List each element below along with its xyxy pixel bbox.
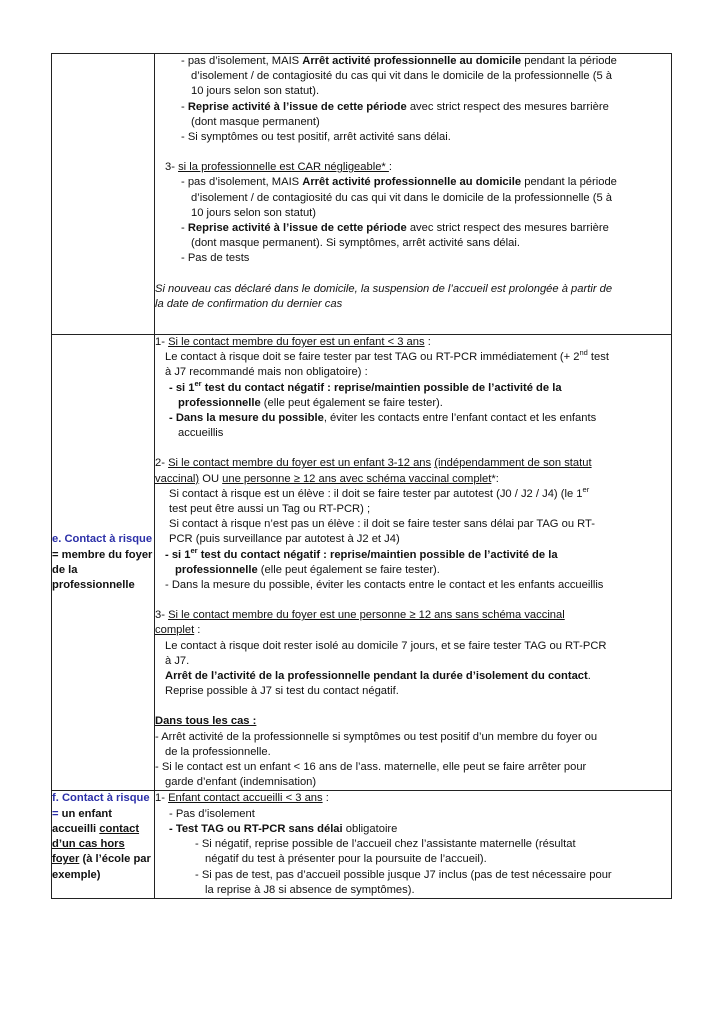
- text-run: une personne ≥ 12 ans avec schéma vaccinal complet: [222, 472, 492, 485]
- text-line: [155, 517, 671, 532]
- text-line: [155, 532, 671, 547]
- text-run: avec strict respect des mesures barrière: [406, 100, 609, 113]
- text-line: [155, 822, 671, 837]
- text-run: test peut être aussi un Tag ou RT-PCR) ;: [169, 503, 371, 516]
- text-run: *:: [491, 472, 499, 485]
- text-line: [155, 84, 671, 99]
- text-run: er: [582, 484, 590, 494]
- text-line: [155, 669, 671, 684]
- text-run: la date de confirmation du dernier cas: [155, 297, 343, 310]
- text-run: OU: [199, 472, 223, 485]
- row2-content: [155, 335, 671, 790]
- text-run: (à l’école par exemple): [52, 853, 151, 881]
- text-run: e. Contact à risque: [52, 533, 153, 546]
- text-run: - Si négatif, reprise possible de l’accueil chez l’assistante maternelle (résultat: [195, 838, 576, 851]
- text-line: [155, 578, 671, 593]
- text-line: [155, 502, 671, 517]
- text-run: 3-: [165, 161, 179, 174]
- text-run: (dont masque permanent). Si symptômes, arrêt activité sans délai.: [191, 237, 520, 250]
- text-run: professionnelle: [175, 563, 258, 576]
- text-run: accueillis: [178, 427, 224, 440]
- text-line: [155, 251, 671, 266]
- text-run: 10 jours selon son statut).: [191, 85, 320, 98]
- text-line: [155, 100, 671, 115]
- text-run: - Test TAG ou RT-PCR sans délai: [169, 822, 343, 835]
- text-run: Si le contact membre du foyer est un enfant 3-12 ans: [168, 457, 432, 470]
- text-line: [155, 472, 671, 487]
- text-run: :: [388, 161, 392, 174]
- text-line: [155, 807, 671, 822]
- text-run: - Arrêt activité de la professionnelle si symptômes ou test positif d’un membre du foyer ou: [155, 730, 598, 743]
- text-run: - si 1: [169, 381, 195, 394]
- text-line: [155, 745, 671, 760]
- text-line: [155, 175, 671, 190]
- text-run: er: [194, 378, 202, 388]
- text-run: - Dans la mesure du possible: [169, 412, 324, 425]
- text-run: :: [424, 336, 431, 348]
- row-label-cell: [52, 791, 155, 898]
- blank-line: [155, 145, 671, 160]
- text-line: [155, 160, 671, 175]
- text-line: [155, 426, 671, 441]
- text-run: Si nouveau cas déclaré dans le domicile, la suspension de l’accueil est prolongée à partir de: [155, 282, 613, 295]
- text-run: Arrêt activité professionnelle au domicile: [302, 176, 522, 189]
- table-row: [52, 335, 672, 791]
- text-run: de la professionnelle.: [165, 745, 271, 758]
- text-run: Enfant contact accueilli < 3 ans: [168, 792, 323, 805]
- text-line: [155, 206, 671, 221]
- text-run: obligatoire: [342, 822, 398, 835]
- text-run: , éviter les contacts entre l’enfant contact et les enfants: [323, 412, 597, 425]
- blank-line: [155, 267, 671, 282]
- text-run: 1-: [155, 792, 169, 805]
- text-line: [155, 623, 671, 638]
- text-run: Si contact à risque est un élève : il doit se faire tester par autotest (J0 / J2 / J4) (le 1: [169, 487, 583, 500]
- text-run: (elle peut également se faire tester).: [260, 396, 443, 409]
- text-line: [155, 54, 671, 69]
- text-line: [155, 411, 671, 426]
- text-run: - si 1: [165, 548, 191, 561]
- text-run: à J7 recommandé mais non obligatoire) :: [165, 366, 368, 379]
- text-run: négatif du test à présenter pour la poursuite de l’accueil).: [205, 853, 487, 866]
- text-run: Dans tous les cas :: [155, 715, 257, 728]
- text-run: si la professionnelle est CAR négligeable*: [178, 161, 389, 174]
- text-run: -: [181, 222, 188, 235]
- text-run: Si le contact membre du foyer est un enfant < 3 ans: [168, 336, 425, 348]
- text-run: nd: [579, 348, 588, 358]
- blank-line: [155, 593, 671, 608]
- text-run: -: [181, 100, 188, 113]
- blank-line: [155, 699, 671, 714]
- text-line: [155, 130, 671, 145]
- text-line: [155, 378, 671, 396]
- text-line: [155, 837, 671, 852]
- text-line: [155, 714, 671, 729]
- text-line: [155, 335, 671, 350]
- text-run: = membre du foyer de la professionnelle: [52, 548, 153, 591]
- text-run: (indépendamment de son statut: [434, 457, 592, 470]
- text-line: [155, 191, 671, 206]
- blank-line: [155, 441, 671, 456]
- text-run: Si le contact membre du foyer est une personne ≥ 12 ans sans schéma vaccinal: [168, 609, 565, 622]
- text-line: [155, 608, 671, 623]
- text-run: PCR (puis surveillance par autotest à J2 et J4): [169, 533, 400, 546]
- text-run: professionnelle: [178, 396, 261, 409]
- protocol-table: [51, 53, 672, 899]
- text-line: [155, 883, 671, 898]
- row-label-cell: [52, 54, 155, 335]
- text-run: (elle peut également se faire tester).: [257, 563, 440, 576]
- row-content-cell: [155, 335, 672, 791]
- text-run: - pas d’isolement, MAIS: [181, 55, 303, 67]
- text-run: garde d’enfant (indemnisation): [165, 776, 317, 789]
- text-run: - pas d’isolement, MAIS: [181, 176, 303, 189]
- text-run: test du contact négatif : reprise/maintien possible de l’activité de la: [201, 381, 562, 394]
- text-run: Le contact à risque doit se faire tester par test TAG ou RT-PCR immédiatement (+ 2: [165, 351, 580, 364]
- text-line: [155, 639, 671, 654]
- row1-content: [155, 54, 671, 312]
- row-content-cell: [155, 54, 672, 335]
- text-run: - Si pas de test, pas d’accueil possible jusque J7 inclus (pas de test nécessaire pour: [195, 868, 612, 881]
- text-run: vaccinal): [155, 472, 200, 485]
- text-run: - Si symptômes ou test positif, arrêt activité sans délai.: [181, 131, 451, 144]
- text-line: [155, 684, 671, 699]
- table-row: [52, 791, 672, 898]
- text-run: 1-: [155, 336, 169, 348]
- text-run: Reprise possible à J7 si test du contact négatif.: [165, 685, 399, 698]
- text-run: avec strict respect des mesures barrière: [406, 222, 609, 235]
- text-run: complet: [155, 624, 195, 637]
- text-line: [155, 791, 671, 806]
- table-row: [52, 54, 672, 335]
- text-run: pendant la période: [521, 176, 617, 189]
- text-run: - Si le contact est un enfant < 16 ans de l’ass. maternelle, elle peut se faire arrêter pour: [155, 761, 587, 774]
- text-line: [155, 545, 671, 563]
- text-line: [155, 115, 671, 130]
- text-run: - Pas de tests: [181, 252, 250, 265]
- text-line: [155, 69, 671, 84]
- text-line: [155, 654, 671, 669]
- text-run: 2-: [155, 457, 169, 470]
- text-run: f. Contact à risque =: [52, 792, 150, 820]
- text-run: à J7.: [165, 654, 190, 667]
- text-line: [155, 365, 671, 380]
- text-run: 10 jours selon son statut): [191, 206, 316, 219]
- text-run: Si contact à risque n’est pas un élève : il doit se faire tester sans délai par TAG ou RT-: [169, 518, 595, 531]
- row2-label: [52, 532, 154, 593]
- text-run: - Pas d’isolement: [169, 807, 255, 820]
- text-run: test: [587, 351, 609, 364]
- text-line: [155, 730, 671, 745]
- text-line: [155, 456, 671, 471]
- text-line: [155, 221, 671, 236]
- text-run: Reprise activité à l’issue de cette période: [187, 100, 407, 113]
- text-run: :: [322, 792, 329, 805]
- row3-content: [155, 791, 671, 897]
- text-run: contact d’un cas hors foyer: [52, 822, 140, 866]
- row3-label: [52, 791, 154, 882]
- text-run: (dont masque permanent): [191, 115, 320, 128]
- text-line: [155, 282, 671, 297]
- text-run: er: [190, 545, 198, 555]
- text-run: d’isolement / de contagiosité du cas qui vit dans le domicile de la professionnelle (5 à: [191, 191, 613, 204]
- text-run: Arrêt de l’activité de la professionnelle pendant la durée d’isolement du contact: [165, 670, 588, 683]
- text-run: - Dans la mesure du possible, éviter les contacts entre le contact et les enfants accueillis: [165, 579, 604, 592]
- text-line: [155, 236, 671, 251]
- text-run: Reprise activité à l’issue de cette période: [187, 222, 407, 235]
- text-line: [155, 297, 671, 312]
- text-line: [155, 775, 671, 790]
- text-line: [155, 484, 671, 502]
- text-run: pendant la période: [521, 55, 617, 67]
- text-run: :: [194, 624, 201, 637]
- text-run: Arrêt activité professionnelle au domicile: [302, 55, 522, 67]
- row-label-cell: [52, 335, 155, 791]
- row-content-cell: [155, 791, 672, 898]
- text-run: 3-: [155, 609, 169, 622]
- text-line: [155, 760, 671, 775]
- text-line: [155, 868, 671, 883]
- text-run: test du contact négatif : reprise/maintien possible de l’activité de la: [197, 548, 558, 561]
- text-line: [155, 396, 671, 411]
- text-run: .: [587, 670, 591, 683]
- text-line: [155, 852, 671, 867]
- text-run: Le contact à risque doit rester isolé au domicile 7 jours, et se faire tester TAG ou RT-PCR: [165, 639, 607, 652]
- text-run: d’isolement / de contagiosité du cas qui vit dans le domicile de la professionnelle (5 à: [191, 70, 613, 83]
- text-run: la reprise à J8 si absence de symptômes).: [205, 883, 415, 896]
- text-line: [155, 350, 671, 365]
- text-run: un enfant accueilli: [52, 807, 112, 835]
- text-line: [155, 563, 671, 578]
